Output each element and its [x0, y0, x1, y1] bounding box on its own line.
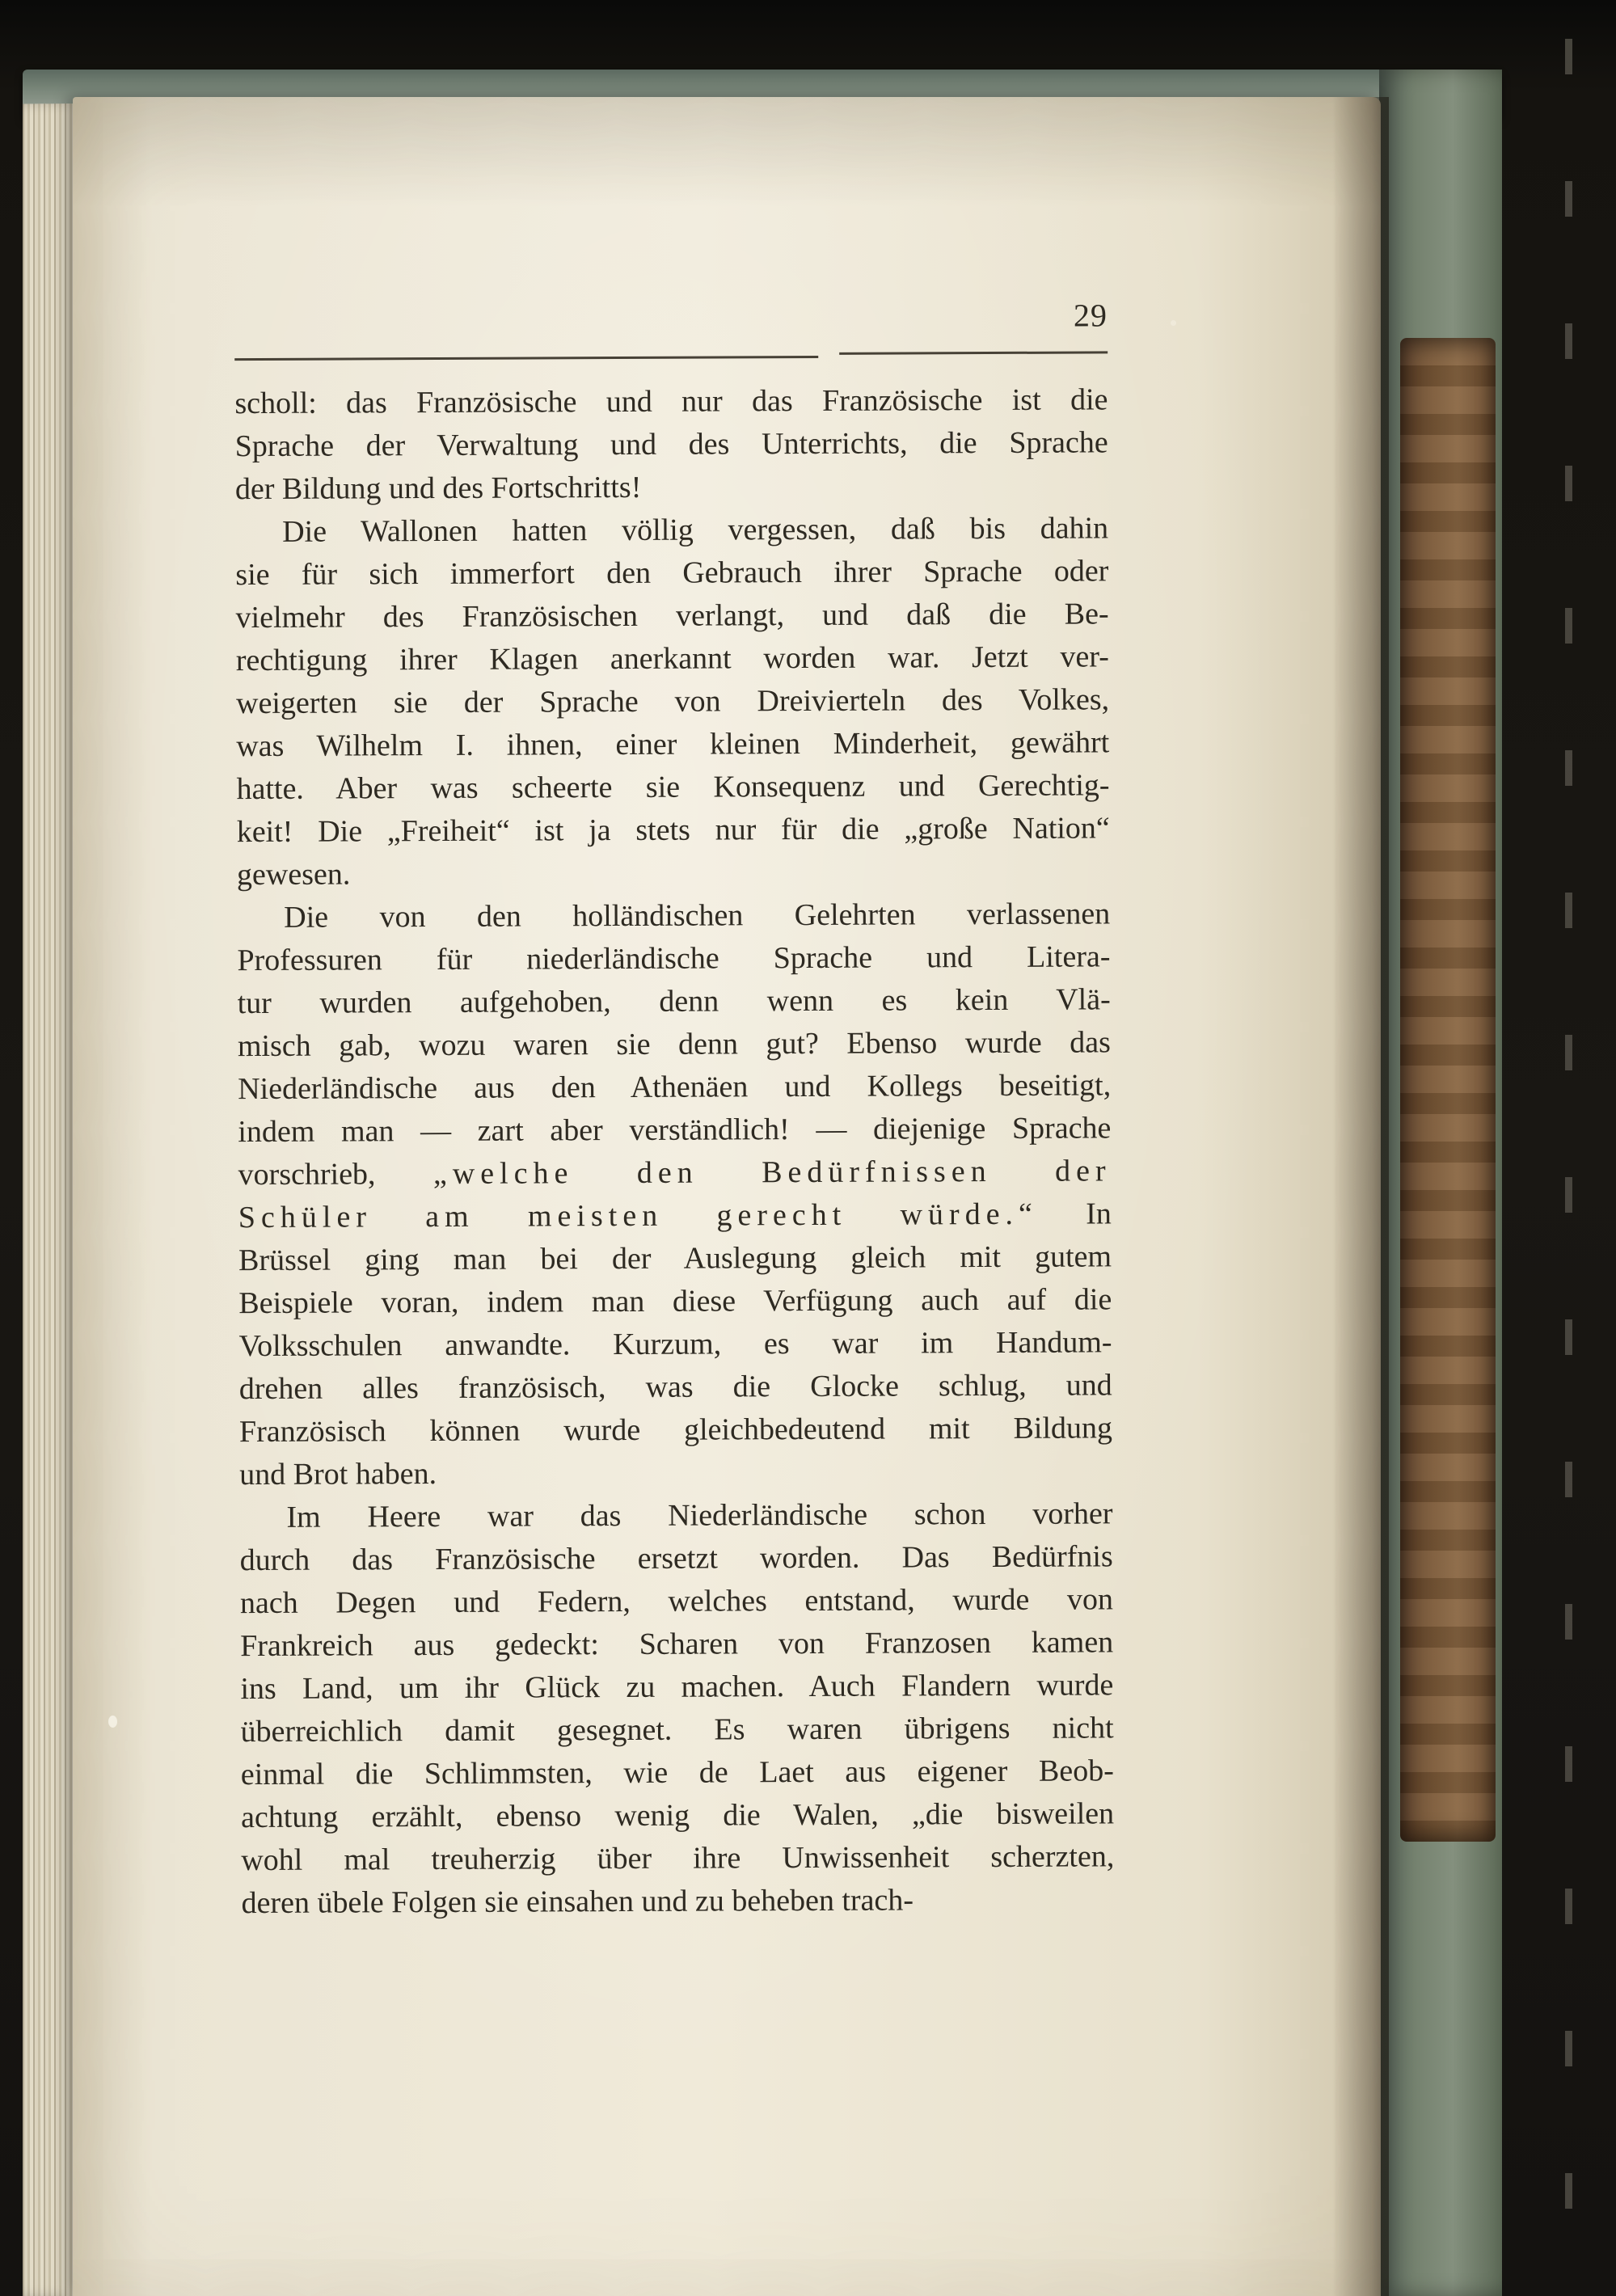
text-line: Die von den holländischen Gelehrten verlassenen	[284, 897, 1111, 935]
binding-stitch-marks	[1565, 39, 1572, 2270]
text-segment: vorschrieb,	[238, 1157, 434, 1192]
page-number: 29	[1073, 297, 1108, 334]
paragraph	[239, 1492, 1114, 1925]
text-line: Volksschulen anwandte. Kurzum, es war im Handum-	[238, 1325, 1112, 1364]
text-line: Die Wallonen hatten völlig vergessen, daß bis dahin	[282, 511, 1109, 549]
text-line: Sprache der Verwaltung und des Unterrichts, die Sprache	[234, 425, 1108, 464]
text-line: sie für sich immerfort den Gebrauch ihrer Sprache oder	[235, 554, 1109, 593]
text-line: ins Land, um ihr Glück zu machen. Auch Flandern wurde	[240, 1668, 1114, 1707]
text-line: und Brot haben.	[239, 1457, 437, 1492]
text-line: deren übele Folgen sie einsahen und zu beheben trach-	[241, 1883, 914, 1921]
text-line: tur wurden aufgehoben, denn wenn es kein Vlä-	[237, 982, 1111, 1021]
text-line	[238, 1150, 1112, 1197]
text-block	[234, 378, 1114, 1925]
paper-speck	[108, 1716, 117, 1728]
text-line: rechtigung ihrer Klagen anerkannt worden war. Jetzt ver-	[235, 639, 1109, 678]
text-line: misch gab, wozu waren sie denn gut? Ebenso wurde das	[237, 1025, 1112, 1064]
text-line: drehen alles französisch, was die Glocke schlug, und	[238, 1368, 1112, 1407]
text-line: scholl: das Französische und nur das Französische ist die	[234, 382, 1108, 421]
text-line: hatte. Aber was scheerte sie Konsequenz und Gerechtig-	[236, 768, 1110, 807]
text-line: achtung erzählt, ebenso wenig die Walen, „die bisweilen	[240, 1796, 1115, 1835]
text-line: gewesen.	[236, 857, 351, 893]
text-line: was Wilhelm I. ihnen, einer kleinen Minderheit, gewährt	[236, 725, 1110, 764]
paragraph	[235, 507, 1110, 897]
text-line: vielmehr des Französischen verlangt, und daß die Be-	[235, 597, 1109, 635]
text-line: Französisch können wurde gleichbedeutend mit Bildung	[238, 1411, 1113, 1450]
text-line: einmal die Schlimmsten, wie de Laet aus eigener Beob-	[240, 1754, 1114, 1792]
text-line: Frankreich aus gedeckt: Scharen von Franzosen kamen	[240, 1625, 1114, 1664]
text-line: keit! Die „Freiheit“ ist ja stets nur für die „große Nation“	[236, 811, 1110, 850]
text-line: Professuren für niederländische Sprache und Litera-	[237, 939, 1111, 978]
header-rule-right	[839, 351, 1108, 354]
text-line: weigerten sie der Sprache von Dreivierteln des Volkes,	[235, 682, 1110, 721]
text-line: der Bildung und des Fortschritts!	[234, 470, 642, 507]
text-line: Brüssel ging man bei der Auslegung gleich mit gutem	[238, 1239, 1112, 1278]
text-line: nach Degen und Federn, welches entstand, wurde von	[239, 1582, 1114, 1621]
paper-speck	[1171, 320, 1176, 326]
text-line: indem man — zart aber verständlich! — diejenige Sprache	[238, 1111, 1112, 1150]
paragraph	[237, 893, 1112, 1496]
text-line: überreichlich damit gesegnet. Es waren übrigens nicht	[240, 1711, 1114, 1749]
header-rule-left	[234, 356, 818, 361]
text-line: Niederländische aus den Athenäen und Kollegs beseitigt,	[238, 1068, 1112, 1107]
letterspaced-text-segment: Schüler am meisten gerecht würde.“	[238, 1197, 1038, 1235]
text-line: Im Heere war das Niederländische schon vorher	[286, 1496, 1113, 1534]
text-line: durch das Französische ersetzt worden. Das Bedürfnis	[239, 1539, 1113, 1578]
text-line: Beispiele voran, indem man diese Verfügung auch auf die	[238, 1282, 1112, 1321]
text-line: wohl mal treuherzig über ihre Unwissenheit scherzten,	[241, 1839, 1115, 1878]
letterspaced-text-segment: „welche den Bedürfnissen der	[432, 1154, 1112, 1192]
paragraph	[234, 378, 1108, 511]
text-line	[238, 1192, 1112, 1239]
text-segment: In	[1037, 1197, 1112, 1231]
